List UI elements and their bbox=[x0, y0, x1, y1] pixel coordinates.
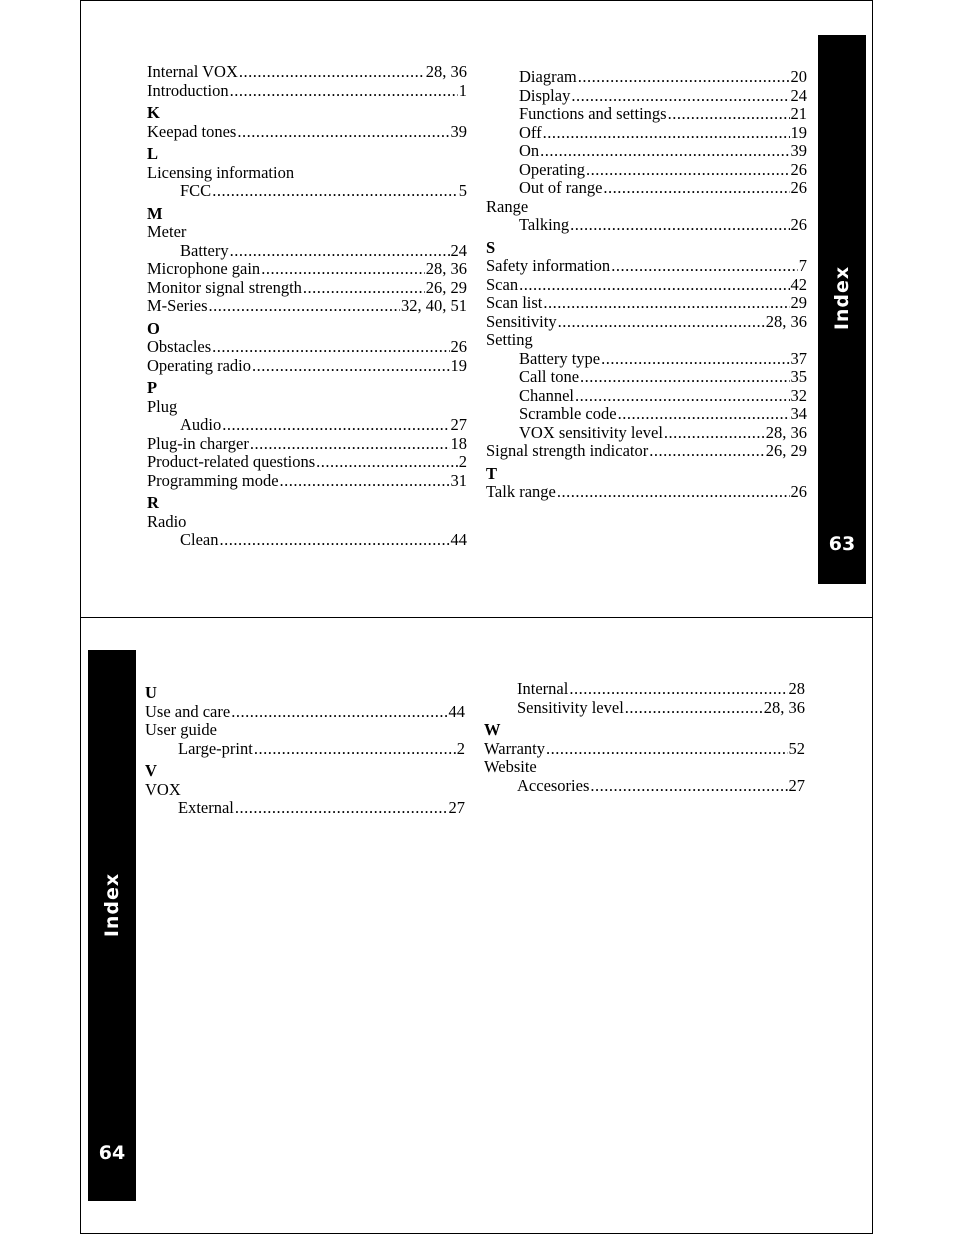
index-term: Licensing information bbox=[147, 162, 295, 182]
index-term: Accesories bbox=[517, 775, 590, 795]
page-number: 63 bbox=[828, 533, 856, 555]
index-entry bbox=[147, 82, 467, 101]
index-term: Off bbox=[519, 122, 542, 142]
index-entry bbox=[145, 799, 465, 818]
index-term: Meter bbox=[147, 222, 187, 241]
index-entry bbox=[147, 63, 467, 82]
index-entry bbox=[486, 216, 807, 235]
index-term: Signal strength indicator bbox=[486, 441, 649, 460]
index-term: Plug bbox=[147, 396, 178, 416]
index-entry bbox=[147, 472, 467, 491]
index-letter-heading: S bbox=[486, 237, 496, 257]
index-entry bbox=[147, 398, 467, 417]
section-tab bbox=[818, 35, 866, 584]
index-term: Setting bbox=[486, 330, 533, 349]
index-letter-heading: W bbox=[484, 720, 501, 739]
index-entry bbox=[484, 699, 805, 718]
index-entry bbox=[145, 703, 465, 722]
dot-leader bbox=[557, 483, 790, 502]
dot-leader bbox=[580, 368, 789, 387]
index-term: External bbox=[178, 798, 234, 817]
section-tab-label: Index bbox=[831, 265, 853, 331]
index-column-left bbox=[147, 63, 467, 550]
index-column-right bbox=[484, 680, 805, 795]
dot-leader bbox=[519, 276, 789, 295]
dot-leader bbox=[316, 453, 458, 472]
index-entry bbox=[486, 483, 807, 502]
index-term: Scan bbox=[486, 274, 519, 294]
index-term: Use and care bbox=[145, 701, 231, 721]
index-term: Product-related questions bbox=[147, 452, 316, 471]
index-term: Scramble code bbox=[519, 404, 617, 423]
index-entry bbox=[486, 331, 807, 350]
index-column-right bbox=[486, 68, 807, 502]
index-term: Battery bbox=[180, 240, 229, 260]
index-page-ref: 2 bbox=[458, 452, 467, 471]
dot-leader bbox=[235, 799, 448, 818]
index-letter-heading: L bbox=[147, 144, 159, 163]
index-term: Sensitivity bbox=[486, 311, 557, 331]
index-entry bbox=[145, 740, 465, 759]
dot-leader bbox=[303, 279, 425, 298]
index-page-ref: 26 bbox=[450, 337, 467, 356]
index-page-ref: 19 bbox=[790, 122, 807, 142]
section-tab bbox=[88, 650, 136, 1201]
index-term: VOX bbox=[145, 779, 181, 799]
index-entry bbox=[147, 531, 467, 550]
index-page-ref: 24 bbox=[450, 240, 467, 260]
index-page-ref: 39 bbox=[790, 141, 807, 160]
index-entry bbox=[147, 223, 467, 242]
index-page-ref: 1 bbox=[458, 80, 467, 100]
index-term: Battery type bbox=[519, 348, 601, 368]
dot-leader bbox=[212, 182, 458, 201]
index-page-ref: 37 bbox=[790, 348, 807, 368]
index-page-ref: 26 bbox=[790, 178, 807, 197]
dot-leader bbox=[252, 357, 449, 376]
index-term: Talk range bbox=[486, 482, 556, 501]
index-page-ref: 32 bbox=[790, 385, 807, 405]
index-page-ref: 18 bbox=[450, 433, 467, 453]
index-entry bbox=[147, 123, 467, 142]
index-entry bbox=[484, 758, 805, 777]
index-term: Keepad tones bbox=[147, 121, 237, 141]
index-entry bbox=[147, 416, 467, 435]
index-letter-heading: K bbox=[147, 103, 160, 122]
index-term: Safety information bbox=[486, 256, 611, 275]
index-page-ref: 26, 29 bbox=[765, 441, 807, 460]
index-page-ref: 44 bbox=[450, 530, 467, 549]
dot-leader bbox=[543, 294, 789, 313]
index-page-ref: 39 bbox=[450, 121, 467, 141]
index-entry bbox=[147, 338, 467, 357]
index-page-ref: 24 bbox=[790, 85, 807, 105]
index-term: Diagram bbox=[519, 67, 577, 86]
dot-leader bbox=[625, 699, 763, 718]
index-entry bbox=[486, 68, 807, 87]
index-column-left bbox=[145, 680, 465, 818]
index-term: Operating radio bbox=[147, 355, 252, 375]
dot-leader bbox=[649, 442, 765, 461]
index-entry bbox=[484, 680, 805, 699]
index-letter-heading: M bbox=[147, 203, 163, 223]
dot-leader bbox=[611, 257, 798, 276]
index-page-ref: 19 bbox=[450, 355, 467, 375]
index-entry bbox=[486, 276, 807, 295]
index-entry bbox=[486, 257, 807, 276]
index-entry bbox=[486, 442, 807, 461]
dot-leader bbox=[254, 740, 456, 759]
dot-leader bbox=[575, 387, 790, 406]
index-letter-heading: U bbox=[145, 683, 157, 702]
index-entry bbox=[486, 387, 807, 406]
index-entry bbox=[486, 294, 807, 313]
index-entry bbox=[486, 142, 807, 161]
section-tab-label: Index bbox=[101, 872, 123, 938]
index-page-ref: 21 bbox=[790, 104, 807, 123]
index-page-ref: 29 bbox=[790, 293, 807, 312]
index-term: Display bbox=[519, 85, 571, 105]
index-term: Large-print bbox=[178, 738, 253, 758]
index-term: Call tone bbox=[519, 367, 580, 386]
index-entry bbox=[486, 368, 807, 387]
index-entry bbox=[484, 740, 805, 759]
index-term: Radio bbox=[147, 511, 187, 531]
index-entry bbox=[486, 405, 807, 424]
dot-leader bbox=[601, 350, 789, 369]
index-page-ref: 2 bbox=[456, 738, 465, 758]
index-term: User guide bbox=[145, 720, 217, 739]
index-page-ref: 26 bbox=[790, 215, 807, 234]
dot-leader bbox=[668, 105, 790, 124]
index-entry bbox=[486, 105, 807, 124]
index-page-63 bbox=[80, 0, 873, 618]
index-page-ref: 7 bbox=[798, 256, 807, 275]
index-entry bbox=[486, 350, 807, 369]
dot-leader bbox=[570, 216, 789, 235]
index-term: Audio bbox=[180, 415, 222, 434]
index-page-64 bbox=[80, 617, 873, 1234]
index-term: Out of range bbox=[519, 178, 603, 197]
index-page-ref: 34 bbox=[790, 404, 807, 423]
index-letter-heading: V bbox=[145, 761, 157, 780]
index-page-ref: 27 bbox=[450, 415, 467, 434]
index-term: Programming mode bbox=[147, 470, 279, 490]
index-term: On bbox=[519, 141, 540, 160]
index-page-ref: 28, 36 bbox=[765, 311, 807, 331]
index-page-ref: 42 bbox=[790, 274, 807, 294]
dot-leader bbox=[230, 242, 450, 261]
index-entry bbox=[147, 242, 467, 261]
index-entry bbox=[145, 721, 465, 740]
index-entry bbox=[486, 313, 807, 332]
index-letter-heading: O bbox=[147, 318, 160, 338]
index-page-ref: 35 bbox=[790, 367, 807, 386]
index-letter-heading: T bbox=[486, 463, 498, 483]
index-page-ref: 5 bbox=[458, 181, 467, 200]
dot-leader bbox=[261, 260, 425, 279]
index-page-ref: 28, 36 bbox=[425, 62, 467, 81]
index-entry bbox=[486, 87, 807, 106]
index-term: Website bbox=[484, 757, 537, 776]
dot-leader bbox=[546, 740, 788, 759]
dot-leader bbox=[222, 416, 449, 435]
index-entry bbox=[147, 357, 467, 376]
index-term: FCC bbox=[180, 181, 212, 200]
index-entry bbox=[147, 435, 467, 454]
dot-leader bbox=[230, 82, 458, 101]
dot-leader bbox=[578, 68, 790, 87]
dot-leader bbox=[558, 313, 765, 332]
dot-leader bbox=[209, 297, 401, 316]
index-letter-heading: R bbox=[147, 493, 159, 512]
dot-leader bbox=[664, 424, 765, 443]
index-page-ref: 28 bbox=[788, 679, 805, 698]
index-entry bbox=[486, 161, 807, 180]
index-page-ref: 44 bbox=[448, 701, 465, 721]
index-term: Talking bbox=[519, 215, 570, 234]
index-term: Scan list bbox=[486, 293, 543, 312]
index-page-ref: 52 bbox=[788, 738, 805, 758]
dot-leader bbox=[540, 142, 789, 161]
index-term: Operating bbox=[519, 159, 585, 179]
index-term: Channel bbox=[519, 385, 574, 405]
dot-leader bbox=[603, 179, 789, 198]
dot-leader bbox=[237, 123, 449, 142]
dot-leader bbox=[590, 777, 787, 796]
index-term: Plug-in charger bbox=[147, 433, 249, 453]
index-term: M-Series bbox=[147, 296, 208, 315]
index-entry bbox=[147, 182, 467, 201]
index-entry bbox=[486, 179, 807, 198]
dot-leader bbox=[586, 161, 790, 180]
index-page-ref: 28, 36 bbox=[763, 697, 805, 717]
index-term: Internal bbox=[517, 679, 569, 698]
dot-leader bbox=[618, 405, 790, 424]
index-entry bbox=[484, 777, 805, 796]
index-term: Range bbox=[486, 196, 529, 216]
index-entry bbox=[147, 513, 467, 532]
page-number: 64 bbox=[98, 1142, 126, 1164]
index-page-ref: 28, 36 bbox=[425, 259, 467, 278]
index-entry bbox=[486, 124, 807, 143]
dot-leader bbox=[220, 531, 450, 550]
index-letter-heading: P bbox=[147, 378, 158, 397]
index-page-ref: 26 bbox=[790, 159, 807, 179]
index-term: Clean bbox=[180, 530, 219, 549]
index-page-ref: 27 bbox=[788, 775, 805, 795]
index-entry bbox=[147, 279, 467, 298]
dot-leader bbox=[239, 63, 425, 82]
dot-leader bbox=[280, 472, 450, 491]
index-entry bbox=[486, 424, 807, 443]
dot-leader bbox=[250, 435, 450, 454]
index-entry bbox=[147, 297, 467, 316]
index-page-ref: 26, 29 bbox=[425, 277, 467, 297]
index-entry bbox=[486, 198, 807, 217]
index-term: Functions and settings bbox=[519, 104, 667, 123]
index-page-ref: 28, 36 bbox=[765, 422, 807, 442]
index-term: Obstacles bbox=[147, 337, 212, 356]
index-term: VOX sensitivity level bbox=[519, 422, 663, 442]
dot-leader bbox=[231, 703, 447, 722]
index-page-ref: 27 bbox=[448, 798, 465, 817]
index-entry bbox=[145, 781, 465, 800]
dot-leader bbox=[569, 680, 787, 699]
dot-leader bbox=[543, 124, 790, 143]
index-term: Introduction bbox=[147, 80, 229, 100]
index-page-ref: 31 bbox=[450, 470, 467, 490]
index-term: Monitor signal strength bbox=[147, 277, 302, 297]
index-page-ref: 26 bbox=[790, 482, 807, 501]
index-term: Microphone gain bbox=[147, 259, 261, 278]
index-entry bbox=[147, 453, 467, 472]
index-entry bbox=[147, 260, 467, 279]
index-term: Internal VOX bbox=[147, 62, 238, 81]
index-page-ref: 20 bbox=[790, 67, 807, 86]
dot-leader bbox=[571, 87, 789, 106]
index-page-ref: 32, 40, 51 bbox=[401, 296, 467, 315]
dot-leader bbox=[212, 338, 449, 357]
index-term: Warranty bbox=[484, 738, 545, 758]
index-entry bbox=[147, 164, 467, 183]
index-term: Sensitivity level bbox=[517, 697, 624, 717]
